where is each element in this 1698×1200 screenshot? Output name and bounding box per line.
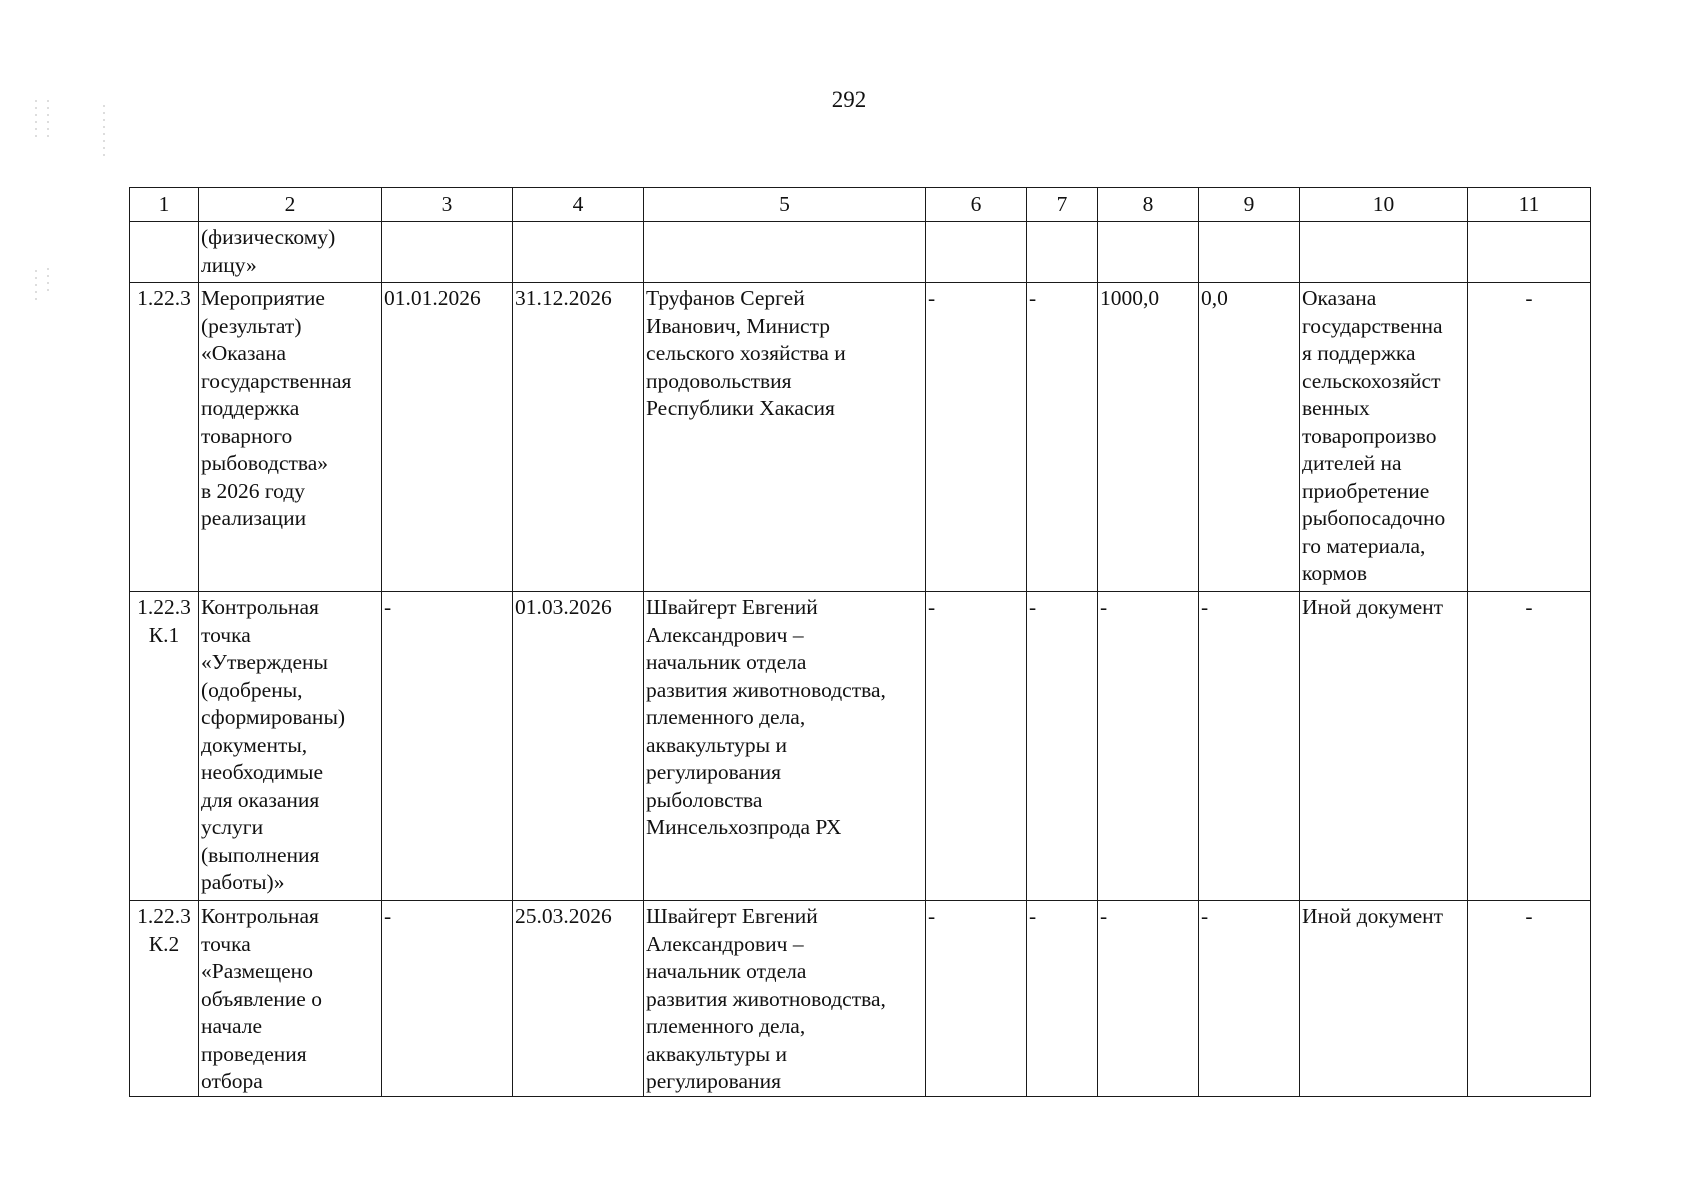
table-cell: - [1098, 901, 1199, 1097]
table-cell-end-date: 01.03.2026 [513, 592, 644, 901]
table-cell-responsible: Швайгерт Евгений Александрович – начальник отдела развития животноводства, племенного дела, аквакультуры и регулирования рыболовства Минсельхозпрода РХ [644, 592, 926, 901]
table-cell [1300, 222, 1468, 283]
table-row [130, 283, 1591, 592]
column-header: 10 [1300, 188, 1468, 222]
program-table [129, 187, 1591, 1097]
column-header: 2 [199, 188, 382, 222]
column-header: 11 [1468, 188, 1591, 222]
table-cell [1027, 222, 1098, 283]
column-header: 7 [1027, 188, 1098, 222]
table-cell-number: 1.22.3 К.2 [130, 901, 199, 1097]
table-cell-responsible: Труфанов Сергей Иванович, Министр сельского хозяйства и продовольствия Республики Хакасия [644, 283, 926, 592]
table-cell [1199, 222, 1300, 283]
table-cell-start-date: - [382, 901, 513, 1097]
table-cell [382, 222, 513, 283]
table-cell: - [1468, 592, 1591, 901]
table-cell [926, 222, 1027, 283]
column-header: 6 [926, 188, 1027, 222]
table-cell-name: Мероприятие (результат) «Оказана государственная поддержка товарного рыбоводства» в 2026 году реализации [199, 283, 382, 592]
table-cell-responsible: Швайгерт Евгений Александрович – начальник отдела развития животноводства, племенного дела, аквакультуры и регулирования [644, 901, 926, 1097]
table-row [130, 901, 1591, 1097]
column-header: 8 [1098, 188, 1199, 222]
table-cell: - [926, 592, 1027, 901]
table-cell [644, 222, 926, 283]
table-row-continuation [130, 222, 1591, 283]
table-cell: 1000,0 [1098, 283, 1199, 592]
table-header-row [130, 188, 1591, 222]
table-cell-result: Иной документ [1300, 592, 1468, 901]
table-cell: - [1027, 592, 1098, 901]
table-cell [1098, 222, 1199, 283]
table-cell: - [1027, 283, 1098, 592]
table-cell: - [1199, 592, 1300, 901]
table-row [130, 592, 1591, 901]
table-cell-name: Контрольная точка «Утверждены (одобрены, сформированы) документы, необходимые для оказания услуги (выполнения работы)» [199, 592, 382, 901]
table-cell-number: 1.22.3 [130, 283, 199, 592]
table-cell-end-date: 31.12.2026 [513, 283, 644, 592]
column-header: 3 [382, 188, 513, 222]
table-cell: - [1468, 901, 1591, 1097]
column-header: 5 [644, 188, 926, 222]
table-cell: - [1199, 901, 1300, 1097]
column-header: 4 [513, 188, 644, 222]
table-cell-result: Оказана государственна я поддержка сельскохозяйст венных товаропроизво дителей на приобретение рыбопосадочно го материала, кормов [1300, 283, 1468, 592]
column-header: 1 [130, 188, 199, 222]
table-cell-start-date: 01.01.2026 [382, 283, 513, 592]
table-cell: 0,0 [1199, 283, 1300, 592]
table-cell-result: Иной документ [1300, 901, 1468, 1097]
table-cell: - [1027, 901, 1098, 1097]
table-cell: - [926, 901, 1027, 1097]
table-cell [513, 222, 644, 283]
table-cell: - [1468, 283, 1591, 592]
table-cell-number: 1.22.3 К.1 [130, 592, 199, 901]
table-cell: - [1098, 592, 1199, 901]
table-cell-start-date: - [382, 592, 513, 901]
table-cell: - [926, 283, 1027, 592]
table-cell-name: Контрольная точка «Размещено объявление о начале проведения отбора [199, 901, 382, 1097]
table-cell-name: (физическому) лицу» [199, 222, 382, 283]
table-cell [1468, 222, 1591, 283]
table-cell-end-date: 25.03.2026 [513, 901, 644, 1097]
table-cell [130, 222, 199, 283]
column-header: 9 [1199, 188, 1300, 222]
scan-artifact [34, 100, 112, 300]
page-number: 292 [831, 87, 867, 112]
